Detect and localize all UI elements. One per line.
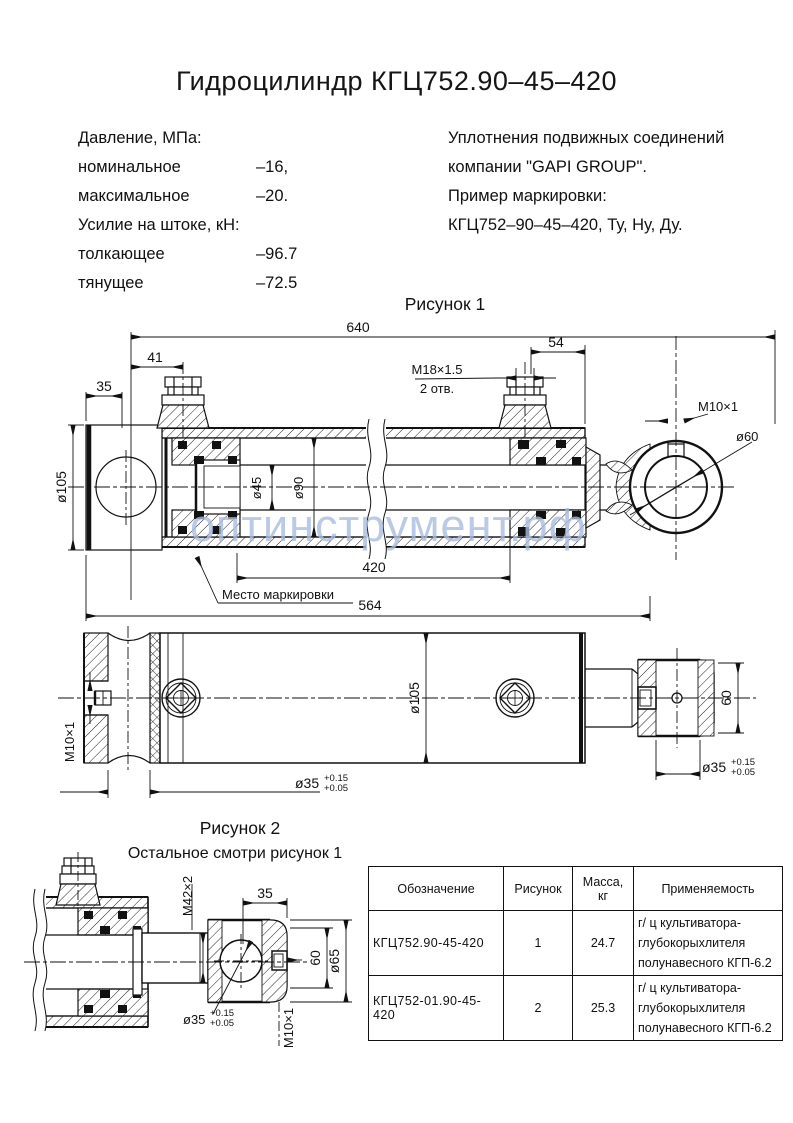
nominal-value: –16,: [256, 158, 289, 176]
table-row: [369, 911, 783, 976]
row2-designation: КГЦ752-01.90-45-420: [369, 976, 504, 1041]
fig2-thread-m10-label: М10×1: [281, 1007, 296, 1049]
push-value: –96.7: [256, 245, 298, 263]
figure1-caption: Рисунок 1: [404, 294, 486, 314]
table-header-row: [369, 867, 783, 911]
seals-line3: Пример маркировки:: [448, 187, 607, 205]
max-label: максимальное: [78, 187, 190, 205]
dia-90-label: ø90: [291, 476, 306, 500]
pressure-header: Давление, МПа:: [78, 129, 202, 147]
figure2-subtitle: Остальное смотри рисунок 1: [127, 845, 343, 862]
dia-60-label: ø60: [736, 429, 759, 444]
header-mass: [573, 867, 634, 911]
page-title: Гидроцилиндр КГЦ752.90–45–420: [175, 66, 618, 96]
header-designation: Обозначение: [369, 867, 504, 911]
row2-figure: 2: [504, 976, 573, 1041]
fig2-dia-65: ø65: [326, 948, 342, 974]
nominal-label: номинальное: [78, 158, 181, 176]
row1-designation: КГЦ752.90-45-420: [369, 911, 504, 976]
thread-m18-label: М18×1.5: [411, 362, 463, 377]
max-value: –20.: [256, 187, 289, 205]
dia-45-label: ø45: [249, 476, 264, 500]
header-application: Применяемость: [634, 867, 783, 911]
rear-eye-block: [86, 425, 162, 550]
dim-640: 640: [346, 319, 370, 335]
thread-m42-label: М42×2: [180, 875, 195, 917]
row1-app-line1: г/ ц культиватора-: [638, 916, 742, 930]
row2-app-line2: глубокорыхлителя: [638, 1001, 746, 1015]
fig2-tol-lower: +0.05: [210, 1018, 235, 1029]
seals-line4: КГЦ752–90–45–420, Ту, Ну, Ду.: [448, 216, 683, 234]
dim-54: 54: [548, 334, 564, 350]
seals-line2: компании "GAPI GROUP".: [448, 158, 647, 176]
dim-420: 420: [362, 559, 386, 575]
row2-application: [634, 976, 783, 1041]
header-figure: Рисунок: [504, 867, 573, 911]
dim-35: 35: [96, 378, 112, 394]
row2-app-line3: полунавесного КГП-6.2: [638, 1021, 772, 1035]
figure2-view: [24, 852, 352, 1048]
row1-application: [634, 911, 783, 976]
row1-figure: 1: [504, 911, 573, 976]
watermark: оптинструмент.рф: [190, 500, 587, 551]
table-row: [369, 976, 783, 1041]
dia-35-right-tol-upper: +0.15: [731, 757, 756, 768]
dia-35-right-tol-lower: +0.05: [731, 767, 756, 778]
dia-35-left-tol-upper: +0.15: [324, 773, 349, 784]
rod-eye: [606, 336, 722, 560]
dia-35-plan-left-label: ø35: [295, 775, 320, 791]
dia-105-label: ø105: [53, 471, 69, 503]
figure1-plan-view: [58, 626, 756, 798]
dim-41: 41: [147, 349, 163, 365]
push-label: толкающее: [78, 245, 165, 263]
plan-rear-block: [84, 626, 150, 772]
fig2-dim-35: 35: [257, 885, 273, 901]
row1-mass: 24.7: [573, 911, 634, 976]
marking-note: Место маркировки: [222, 587, 335, 602]
figure1-side-view: [53, 319, 775, 621]
dia-105-plan-label: ø105: [406, 682, 422, 714]
row1-app-line3: полунавесного КГП-6.2: [638, 956, 772, 970]
row2-app-line1: г/ ц культиватора-: [638, 981, 742, 995]
thread-m10-plan-label: М10×1: [62, 721, 77, 763]
header-mass-line2: кг: [597, 888, 609, 903]
pull-value: –72.5: [256, 274, 298, 292]
seals-line1: Уплотнения подвижных соединений: [448, 129, 725, 147]
thread-m18-note: 2 отв.: [419, 381, 455, 396]
row2-mass: 25.3: [573, 976, 634, 1041]
row1-app-line2: глубокорыхлителя: [638, 936, 746, 950]
dim-60-plan-label: 60: [718, 690, 734, 706]
pull-label: тянущее: [78, 274, 144, 292]
fig2-tol-upper: +0.15: [210, 1008, 235, 1019]
fig2-dim-60: 60: [307, 950, 323, 966]
dia-35-left-tol-lower: +0.05: [324, 783, 349, 794]
header-mass-line1: Масса,: [582, 874, 624, 889]
dim-564: 564: [358, 597, 382, 613]
force-header: Усилие на штоке, кН:: [78, 216, 240, 234]
thread-m10-eye-label: М10×1: [698, 399, 739, 414]
fig2-dia-35: ø35: [183, 1012, 206, 1027]
dia-35-plan-right-label: ø35: [702, 759, 727, 775]
figure2-caption: Рисунок 2: [199, 818, 281, 838]
applicability-table: [368, 866, 783, 1041]
